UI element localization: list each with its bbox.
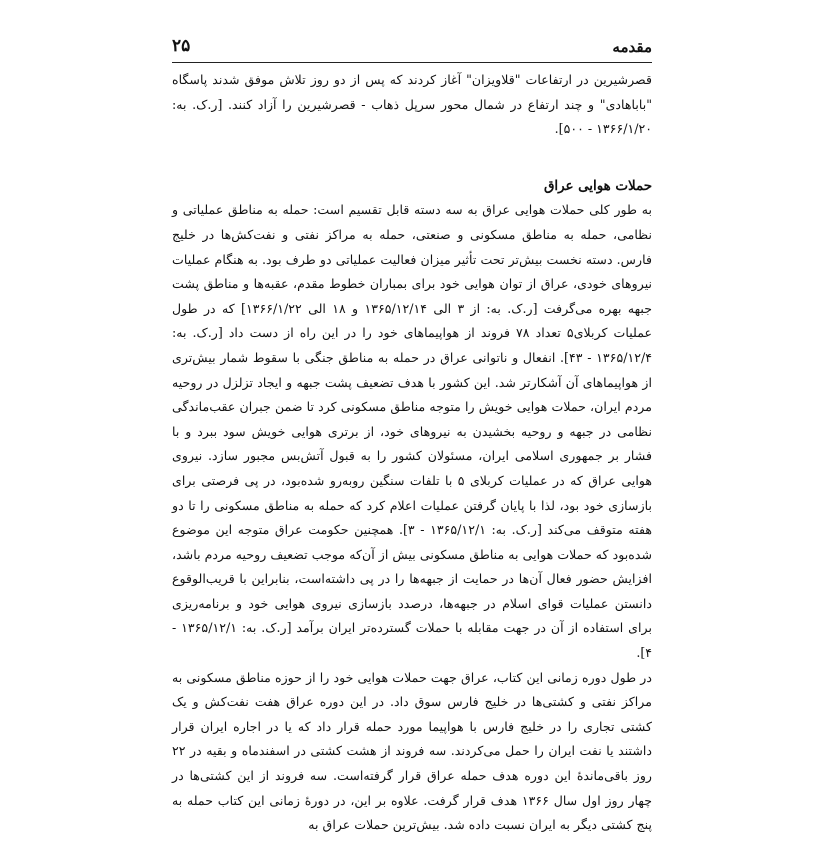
section-heading: حملات هوایی عراق <box>543 177 652 194</box>
page-number: ۲۵ <box>172 36 191 56</box>
section-paragraph-2: در طول دوره زمانی این کتاب، عراق جهت حملات هوایی خود را از حوزه مناطق مسکونی به مراکز نفتی و کشتی‌ها در خلیج فارس سوق داد. در این دوره عراق هفت نفت‌کش و یک کشتی تجاری را در خلیج فارس با هواپیما مورد حمله قرار داد که یا در اجاره ایران قرار داشتند یا نفت ایران را حمل می‌کردند. سه فروند از هشت کشتی در اسفندماه و بقیه در ۲۲ روز باقی‌ماندهٔ این دوره هدف حمله عراق قرار گرفته‌است. سه فروند از این کشتی‌ها در چهار روز اول سال ۱۳۶۶ هدف قرار گرفت. علاوه بر این، در دورهٔ زمانی این کتاب حمله به پنج کشتی دیگر به ایران نسبت داده شد. بیش‌ترین حملات عراق به <box>172 669 652 833</box>
header-divider <box>172 62 652 63</box>
intro-paragraph: قصرشیرین در ارتفاعات "قلاویزان" آغاز کردند که پس از دو روز تلاش موفق شدند پاسگاه "باباهادی" و چند ارتفاع در شمال محور سرپل ذهاب - قصرشیرین را آزاد کنند. [ر.ک. به: ۱۳۶۶/۱/۲۰ - ۵۰۰]. <box>172 72 652 137</box>
running-header <box>172 36 652 60</box>
chapter-title: مقدمه <box>612 38 652 56</box>
section-paragraph-1: به طور کلی حملات هوایی عراق به سه دسته قابل تقسیم است: حمله به مناطق عملیاتی و نظامی، حمله به مناطق مسکونی و صنعتی، حمله به مراکز نفتی و نفت‌کش‌ها در خلیج فارس. دسته نخست بیش‌تر تحت تأثیر میزان فعالیت عملیاتی دو طرف بود. به هنگام عملیات نیروهای خودی، عراق از توان هوایی خود برای بمباران خطوط مقدم، عقبه‌ها و مناطق پشت جبهه بهره می‌گرفت [ر.ک. به: از ۳ الی ۱۳۶۵/۱۲/۱۴ و ۱۸ الی ۱۳۶۶/۱/۲۲] که در طول عملیات کربلای۵ تعداد ۷۸ فروند از هواپیماهای خود را در این راه از دست داد [ر.ک. به: ۱۳۶۵/۱۲/۴ - ۴۳]. انفعال و ناتوانی عراق در حمله به مناطق جنگی با سقوط شمار بیش‌تری از هواپیماهای آن آشکارتر شد. این کشور با هدف تضعیف پشت جبهه و ایجاد تزلزل در روحیه مردم ایران، حملات هوایی خویش را متوجه مناطق مسکونی کرد تا ضمن جبران عقب‌ماندگی نظامی در جبهه و روحیه بخشیدن به نیروهای خود، از برتری هوایی خویش سود ببرد و با فشار بر جمهوری اسلامی ایران، مسئولان کشور را به قبول آتش‌بس مجبور سازد. نیروی هوایی عراق که در عملیات کربلای ۵ با تلفات سنگین روبه‌رو شده‌بود، در پی فرصتی برای بازسازی خود بود، لذا با پایان گرفتن عملیات اعلام کرد که حمله به مناطق مسکونی را تا دو هفته متوقف می‌کند [ر.ک. به: ۱۳۶۵/۱۲/۱ - ۳]. همچنین حکومت عراق متوجه این موضوع شده‌بود که حملات هوایی به مناطق مسکونی بیش از آن‌که موجب تضعیف روحیه مردم باشد، افزایش حضور فعال آن‌ها در حمایت از جبهه‌ها را در پی داشته‌است، بنابراین با قریب‌الوقوع دانستن عملیات قوای اسلام در جبهه‌ها، درصدد بازسازی نیروی هوایی خود و برنامه‌ریزی برای استفاده از آن در جهت مقابله با حملات گسترده‌تر ایران برآمد [ر.ک. به: ۱۳۶۵/۱۲/۱ - ۴]. <box>172 202 652 661</box>
body-text <box>172 68 652 838</box>
